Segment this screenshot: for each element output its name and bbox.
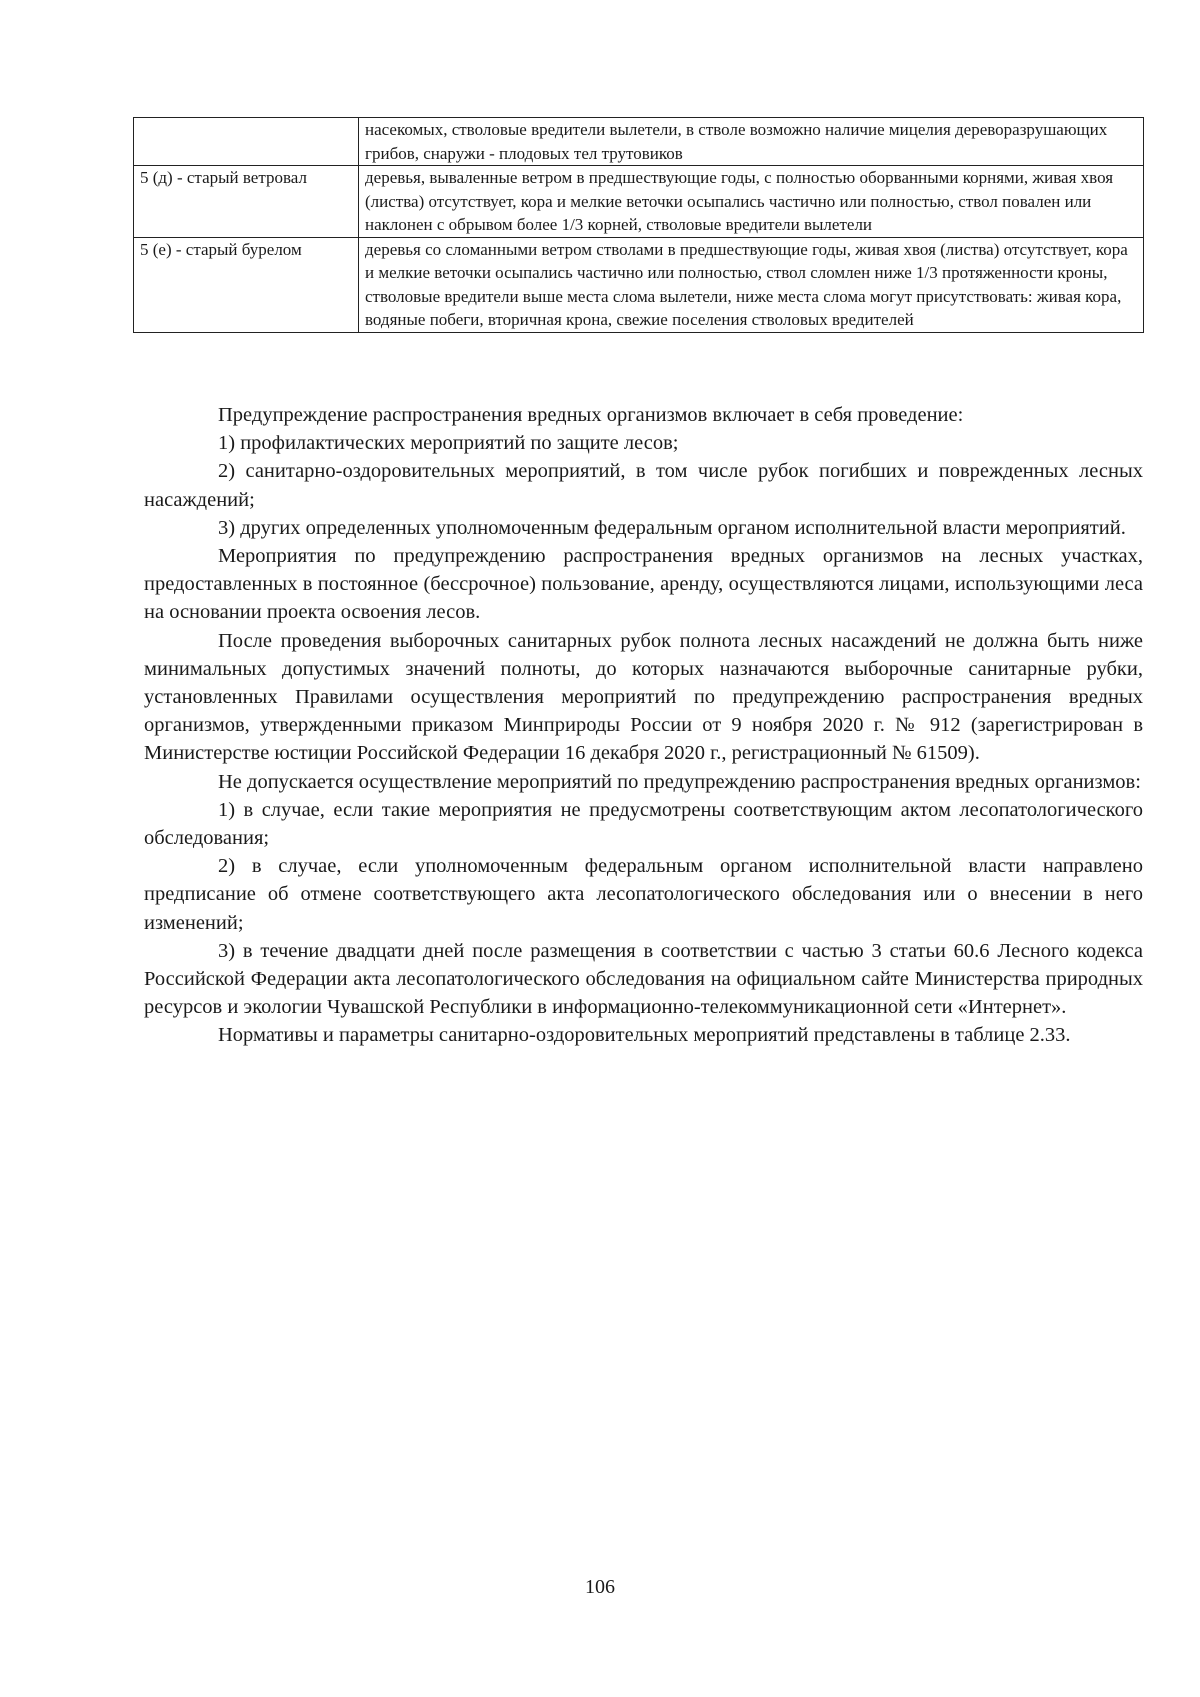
body-text	[144, 401, 1143, 1050]
paragraph: 1) в случае, если такие мероприятия не предусмотрены соответствующим актом лесопатологического обследования;	[144, 798, 1143, 850]
paragraph: Предупреждение распространения вредных организмов включает в себя проведение:	[218, 404, 964, 426]
table-cell-category	[134, 118, 359, 166]
table-cell-description: деревья, вываленные ветром в предшествующие годы, с полностью оборванными корнями, живая хвоя (листва) отсутствует, кора и мелкие веточки осыпались частично или полностью, ствол повален или наклонен с обрывом более 1/3 корней, стволовые вредители вылетели	[359, 166, 1144, 238]
paragraph: 3) в течение двадцати дней после размещения в соответствии с частью 3 статьи 60.6 Лесного кодекса Российской Федерации акта лесопатологического обследования на официальном сайте Министерства природных ресурсов и экологии Чувашской Республики в информационно-телекоммуникационной сети «Интернет».	[144, 939, 1143, 1019]
table-cell-description: деревья со сломанными ветром стволами в предшествующие годы, живая хвоя (листва) отсутствует, кора и мелкие веточки осыпались частично или полностью, ствол сломлен ниже 1/3 протяженности кроны, стволовые вредители выше места слома вылетели, ниже места слома могут присутствовать: живая кора, водяные побеги, вторичная крона, свежие поселения стволовых вредителей	[359, 237, 1144, 332]
table-cell-description: насекомых, стволовые вредители вылетели, в стволе возможно наличие мицелия дереворазрушающих грибов, снаружи - плодовых тел трутовиков	[359, 118, 1144, 166]
table-cell-category: 5 (е) - старый бурелом	[134, 237, 359, 332]
table-cell-category: 5 (д) - старый ветровал	[134, 166, 359, 238]
paragraph: 2) в случае, если уполномоченным федеральным органом исполнительной власти направлено предписание об отмене соответствующего акта лесопатологического обследования или о внесении в него изменений;	[144, 855, 1143, 934]
paragraph: Мероприятия по предупреждению распространения вредных организмов на лесных участках, предоставленных в постоянное (бессрочное) пользование, аренду, осуществляются лицами, использующими леса на основании проекта освоения лесов.	[144, 545, 1143, 624]
paragraph: 1) профилактических мероприятий по защите лесов;	[218, 432, 679, 455]
table-row	[134, 237, 1144, 332]
paragraph: После проведения выборочных санитарных рубок полнота лесных насаждений не должна быть ниже минимальных допустимых значений полноты, до которых назначаются выборочные санитарные рубки, установленных Правилами осуществления мероприятий по предупреждению распространения вредных организмов, утвержденными приказом Минприроды России от 9 ноября 2020 г. № 912 (зарегистрирован в Министерстве юстиции Российской Федерации 16 декабря 2020 г., регистрационный № 61509).	[144, 629, 1143, 765]
paragraph: 2) санитарно-оздоровительных мероприятий, в том числе рубок погибших и поврежденных лесных насаждений;	[144, 460, 1143, 511]
table-row	[134, 118, 1144, 166]
paragraph: Нормативы и параметры санитарно-оздоровительных мероприятий представлены в таблице 2.33.	[218, 1024, 1071, 1047]
page-number: 106	[585, 1576, 615, 1598]
paragraph: 3) других определенных уполномоченным федеральным органом исполнительной власти мероприятий.	[218, 516, 1126, 539]
damage-category-table	[133, 117, 1144, 333]
paragraph: Не допускается осуществление мероприятий по предупреждению распространения вредных организмов:	[218, 770, 1141, 793]
table-row	[134, 166, 1144, 238]
